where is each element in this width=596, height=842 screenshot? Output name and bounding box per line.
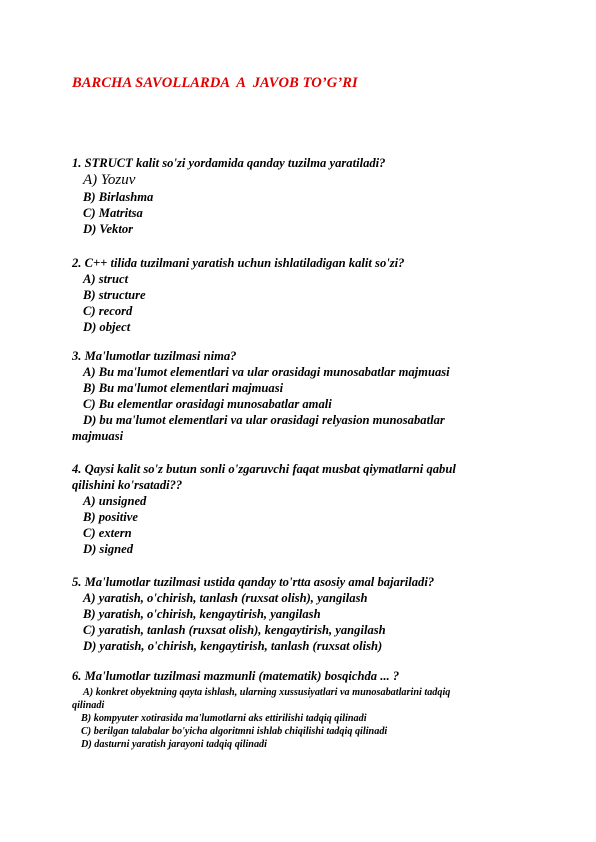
option-d: D) dasturni yaratish jarayoni tadqiq qilinadi xyxy=(81,739,267,750)
question-1 xyxy=(72,155,542,237)
question-text: 2. C++ tilida tuzilmani yaratish uchun ishlatiladigan kalit so'zi? xyxy=(72,256,405,270)
question-4 xyxy=(72,461,542,557)
option-c: C) record xyxy=(83,304,133,318)
option-c: C) Matritsa xyxy=(83,206,143,220)
question-text: 1. STRUCT kalit so'zi yordamida qanday tuzilma yaratiladi? xyxy=(72,156,386,170)
option-c: C) extern xyxy=(83,526,132,540)
option-b: B) kompyuter xotirasida ma'lumotlarni aks ettirilishi tadqiq qilinadi xyxy=(81,713,367,724)
options-list xyxy=(72,271,542,335)
option-b: B) positive xyxy=(83,510,138,524)
option-d: D) yaratish, o'chirish, kengaytirish, tanlash (ruxsat olish) xyxy=(83,639,383,653)
option-a: A) konkret obyektning qayta ishlash, ularning xussusiyatlari va munosabatlarini tadqiq xyxy=(83,687,451,698)
question-3 xyxy=(72,348,542,444)
options-list xyxy=(72,686,542,751)
question-2 xyxy=(72,255,542,335)
options-list xyxy=(72,493,542,557)
question-text-line-1: 4. Qaysi kalit so'z butun sonli o'zgaruvchi faqat musbat qiymatlarni qabul xyxy=(72,462,456,476)
option-d: D) signed xyxy=(83,542,134,556)
option-c: C) Bu elementlar orasidagi munosabatlar amali xyxy=(83,397,332,411)
option-a-continuation: qilinadi xyxy=(72,700,105,711)
options-list xyxy=(72,171,542,237)
option-b: B) structure xyxy=(83,288,146,302)
option-d: D) Vektor xyxy=(83,222,134,236)
option-a: A) yaratish, o'chirish, tanlash (ruxsat olish), yangilash xyxy=(83,591,368,605)
question-text-line-2: qilishini ko'rsatadi?? xyxy=(72,478,183,492)
option-b: B) Bu ma'lumot elementlari majmuasi xyxy=(83,381,284,395)
option-d: D) object xyxy=(83,320,131,334)
option-c: C) berilgan talabalar bo'yicha algoritmni ishlab chiqilishi tadqiq qilinadi xyxy=(81,726,388,737)
question-text: 5. Ma'lumotlar tuzilmasi ustida qanday to'rtta asosiy amal bajariladi? xyxy=(72,575,435,589)
option-a: A) unsigned xyxy=(83,494,147,508)
option-a: A) struct xyxy=(83,272,129,286)
option-a-text: A) Yozuv xyxy=(83,172,136,188)
option-c: C) yaratish, tanlash (ruxsat olish), kengaytirish, yangilash xyxy=(83,623,386,637)
option-a xyxy=(72,171,542,189)
option-d-continuation: majmuasi xyxy=(72,429,124,443)
option-b: B) Birlashma xyxy=(83,190,154,204)
options-list xyxy=(72,590,542,654)
answer-key-header: BARCHA SAVOLLARDA A JAVOB TO’G’RI xyxy=(72,75,358,91)
option-b: B) yaratish, o'chirish, kengaytirish, yangilash xyxy=(83,607,321,621)
question-text: 6. Ma'lumotlar tuzilmasi mazmunli (matematik) bosqichda ... ? xyxy=(72,669,400,683)
option-a: A) Bu ma'lumot elementlari va ular orasidagi munosabatlar majmuasi xyxy=(83,365,450,379)
options-list xyxy=(72,364,542,444)
question-6 xyxy=(72,668,542,751)
question-5 xyxy=(72,574,542,654)
option-d: D) bu ma'lumot elementlari va ular orasidagi relyasion munosabatlar xyxy=(83,413,445,427)
question-text: 3. Ma'lumotlar tuzilmasi nima? xyxy=(72,349,237,363)
